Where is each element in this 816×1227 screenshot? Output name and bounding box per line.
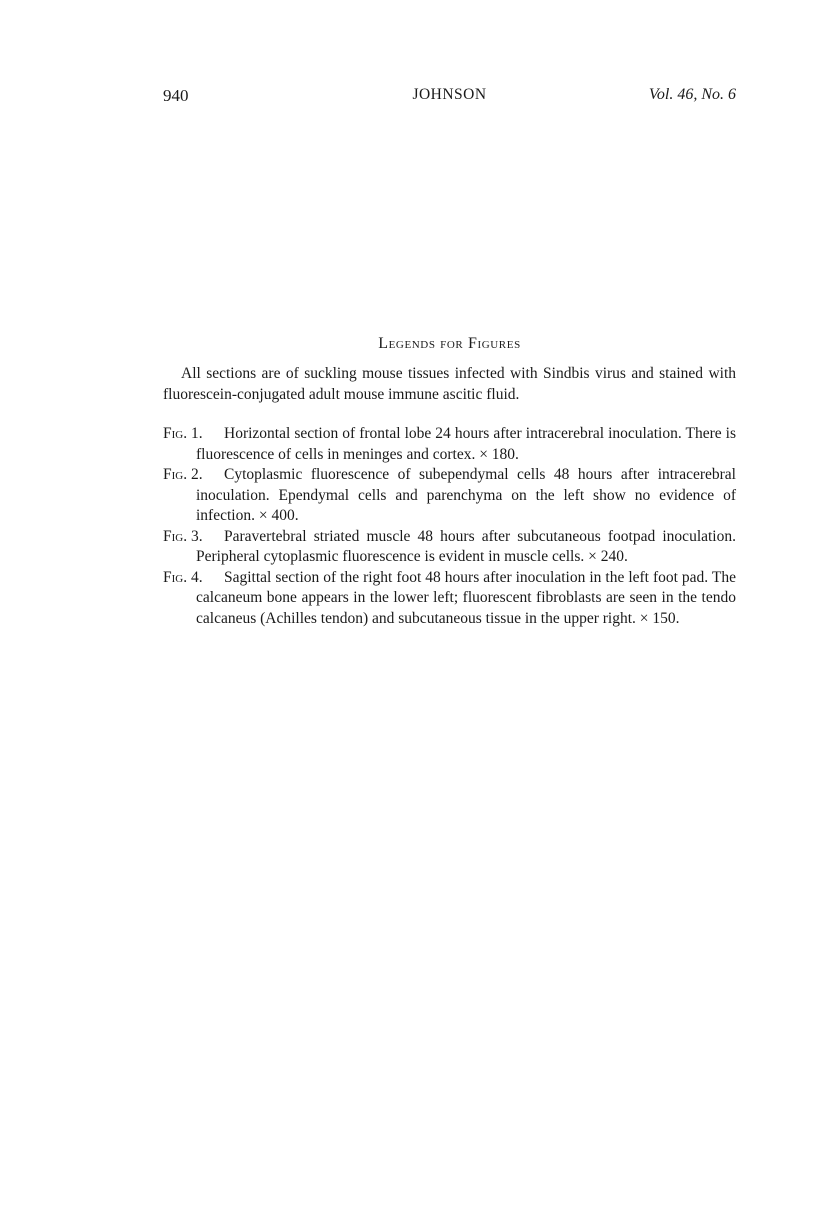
figure-legend-label: Fig. 1. [163, 425, 203, 442]
running-head [163, 86, 736, 108]
figure-legend-list [163, 424, 736, 629]
running-head-author: JOHNSON [412, 86, 487, 103]
legends-intro-paragraph: All sections are of suckling mouse tissues infected with Sindbis virus and stained with fluorescein-conjugated adult mouse immune ascitic fluid. [163, 365, 736, 403]
figure-legend-text: Paravertebral striated muscle 48 hours after subcutaneous footpad inoculation. Peripheral cytoplasmic fluorescence is evident in muscle cells. × 240. [196, 527, 736, 565]
figure-legend-3 [163, 527, 736, 568]
figure-legend-text: Cytoplasmic fluorescence of subependymal cells 48 hours after intracerebral inoculation. Ependymal cells and parenchyma on the left show no evidence of infection. × 400. [196, 466, 736, 524]
figure-legend-text: Horizontal section of frontal lobe 24 hours after intracerebral inoculation. There is fluorescence of cells in meninges and cortex. × 180. [196, 425, 736, 463]
page-number: 940 [163, 86, 189, 105]
figure-legend-4 [163, 568, 736, 630]
figure-legend-1 [163, 424, 736, 465]
legends-heading: Legends for Figures [378, 335, 521, 352]
figure-legend-label: Fig. 4. [163, 568, 203, 586]
figure-legend-2 [163, 465, 736, 527]
figure-legend-text: Sagittal section of the right foot 48 hours after inoculation in the left foot pad. The calcaneum bone appears in the lower left; fluorescent fibroblasts are seen in the tendo calcaneus (Achilles tendon) and subcutaneous tissue in the upper right. × 150. [196, 568, 736, 627]
volume-issue: Vol. 46, No. 6 [648, 86, 736, 103]
figure-legend-label: Fig. 2. [163, 466, 203, 483]
figure-legend-label: Fig. 3. [163, 527, 203, 545]
